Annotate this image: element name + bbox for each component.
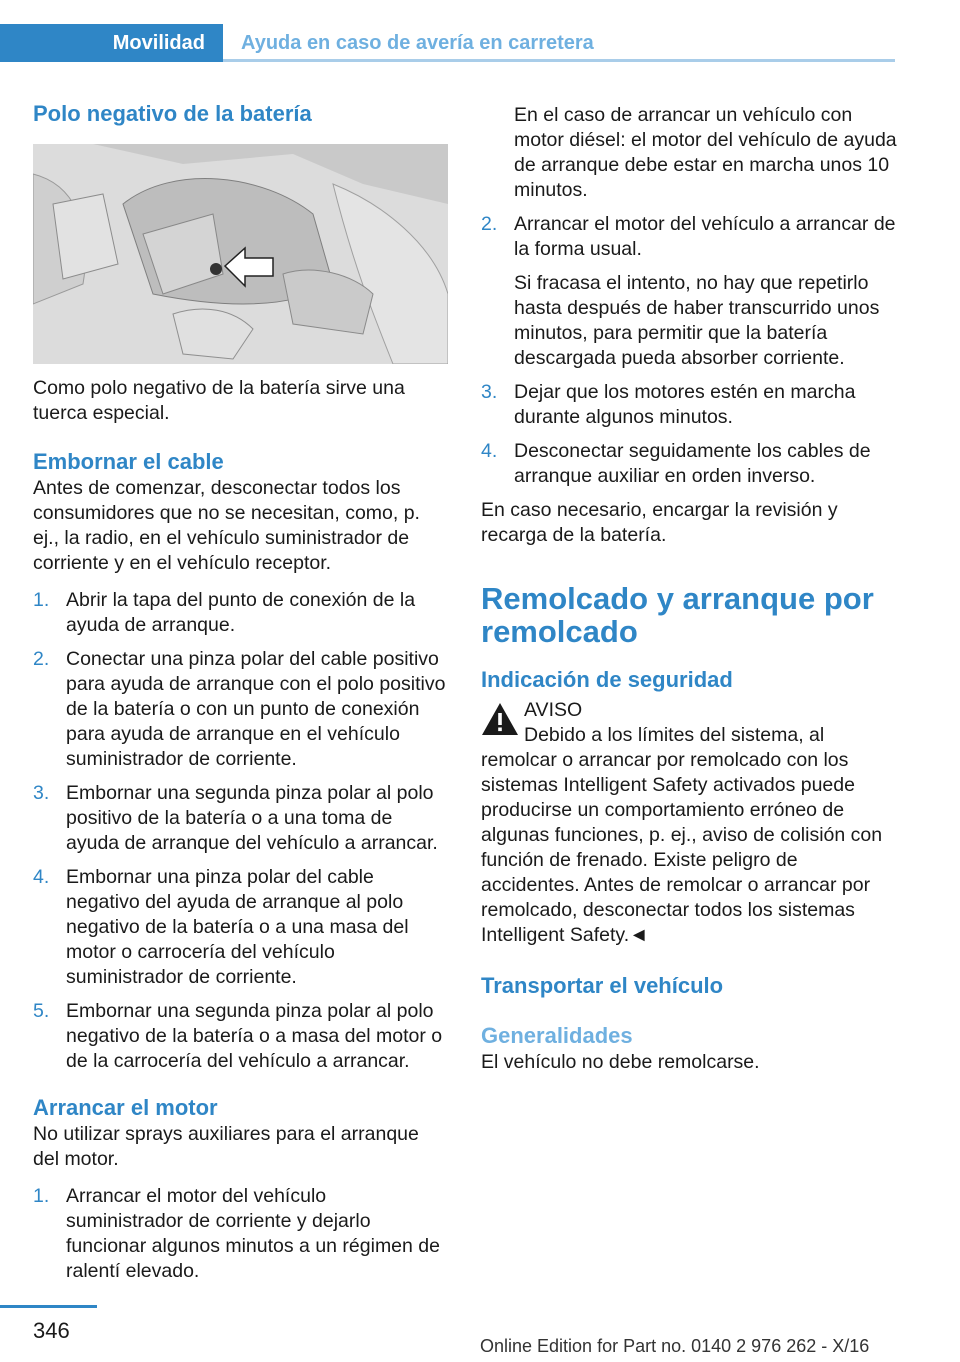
right-column: [481, 103, 897, 1075]
embornar-intro: Antes de comenzar, desconectar todos los consumidores que no se necesitan, como, p. ej., la radio, en el vehículo suministrador de corriente y en el vehículo receptor.: [33, 477, 420, 574]
arrancar-heading: Arrancar el motor: [33, 1095, 218, 1120]
transportar-heading: Transportar el vehículo: [481, 973, 724, 998]
arrancar-intro: No utilizar sprays auxiliares para el arranque del motor.: [33, 1123, 419, 1170]
arrancar-steps-continued: [481, 212, 897, 489]
list-item: 2. Arrancar el motor del vehículo a arrancar de la forma usual. Si fracasa el intento, no hay que repetirlo hasta después de haber transcurrido unos minutos, para permitir que la batería descargada pueda absorber corriente.: [481, 213, 896, 369]
embornar-steps: [33, 588, 448, 1074]
safety-warning: [481, 698, 897, 723]
diesel-note: En el caso de arrancar un vehículo con motor diésel: el motor del vehículo de ayuda de arranque debe estar en marcha unos 10 minutos.: [514, 104, 897, 201]
warning-label: AVISO: [524, 699, 583, 721]
remolcado-heading: Remolcado y arranque por remolcado: [481, 581, 874, 649]
list-item: 4. Desconectar seguidamente los cables de arranque auxiliar en orden inverso.: [481, 440, 871, 487]
generalidades-text: El vehículo no debe remolcarse.: [481, 1051, 760, 1073]
left-column: [33, 100, 448, 1293]
list-item: 5. Embornar una segunda pinza polar al polo negativo de la batería o a masa del motor o de la carrocería del vehículo a arrancar.: [33, 1000, 443, 1072]
header-rule: [223, 59, 895, 62]
warning-text: Debido a los límites del sistema, al remolcar o arrancar por remolcado con los sistemas Intelligent Safety activados puede producirse un comportamiento erróneo de algunas funciones, p. ej., aviso de colisión con función de frenado. Existe peligro de accidentes. Antes de remolcar o arrancar por remolcado, desconectar todos los sistemas Intelligent Safety.◄: [481, 724, 883, 946]
page-number: 346: [33, 1318, 70, 1343]
list-item: 1. Abrir la tapa del punto de conexión de la ayuda de arranque.: [33, 589, 416, 636]
battery-negative-heading: Polo negativo de la batería: [33, 101, 312, 126]
edition-text: Online Edition for Part no. 0140 2 976 262 - X/16: [480, 1336, 870, 1356]
list-item: 4. Embornar una pinza polar del cable negativo del ayuda de arranque al polo negativo de la batería o a una masa del motor o carrocería del vehículo suministrador de corriente.: [33, 866, 409, 988]
footer-rule: [0, 1305, 97, 1308]
list-item: 1. Arrancar el motor del vehículo suministrador de corriente y dejarlo funcionar algunos minutos a un régimen de ralentí elevado.: [33, 1185, 440, 1282]
embornar-heading: Embornar el cable: [33, 449, 224, 474]
generalidades-heading: Generalidades: [481, 1023, 633, 1048]
seguridad-heading: Indicación de seguridad: [481, 667, 733, 692]
list-item: 3. Dejar que los motores estén en marcha durante algunos minutos.: [481, 381, 856, 428]
chapter-tab[interactable]: Movilidad: [0, 24, 223, 62]
engine-bay-photo: [33, 144, 448, 364]
warning-triangle-icon: [481, 702, 519, 736]
list-item: 2. Conectar una pinza polar del cable positivo para ayuda de arranque con el polo positivo de la batería o con un punto de conexión para ayuda de arranque en el vehículo suministrador de corriente.: [33, 648, 446, 770]
list-item: 3. Embornar una segunda pinza polar al polo positivo de la batería o a una toma de ayuda de arranque del vehículo a arrancar.: [33, 782, 438, 854]
section-title: Ayuda en caso de avería en carretera: [241, 31, 594, 54]
battery-negative-text: Como polo negativo de la batería sirve una tuerca especial.: [33, 377, 405, 424]
recharge-note: En caso necesario, encargar la revisión y recarga de la batería.: [481, 499, 838, 546]
page-header: [0, 0, 895, 62]
arrancar-steps: [33, 1184, 448, 1284]
